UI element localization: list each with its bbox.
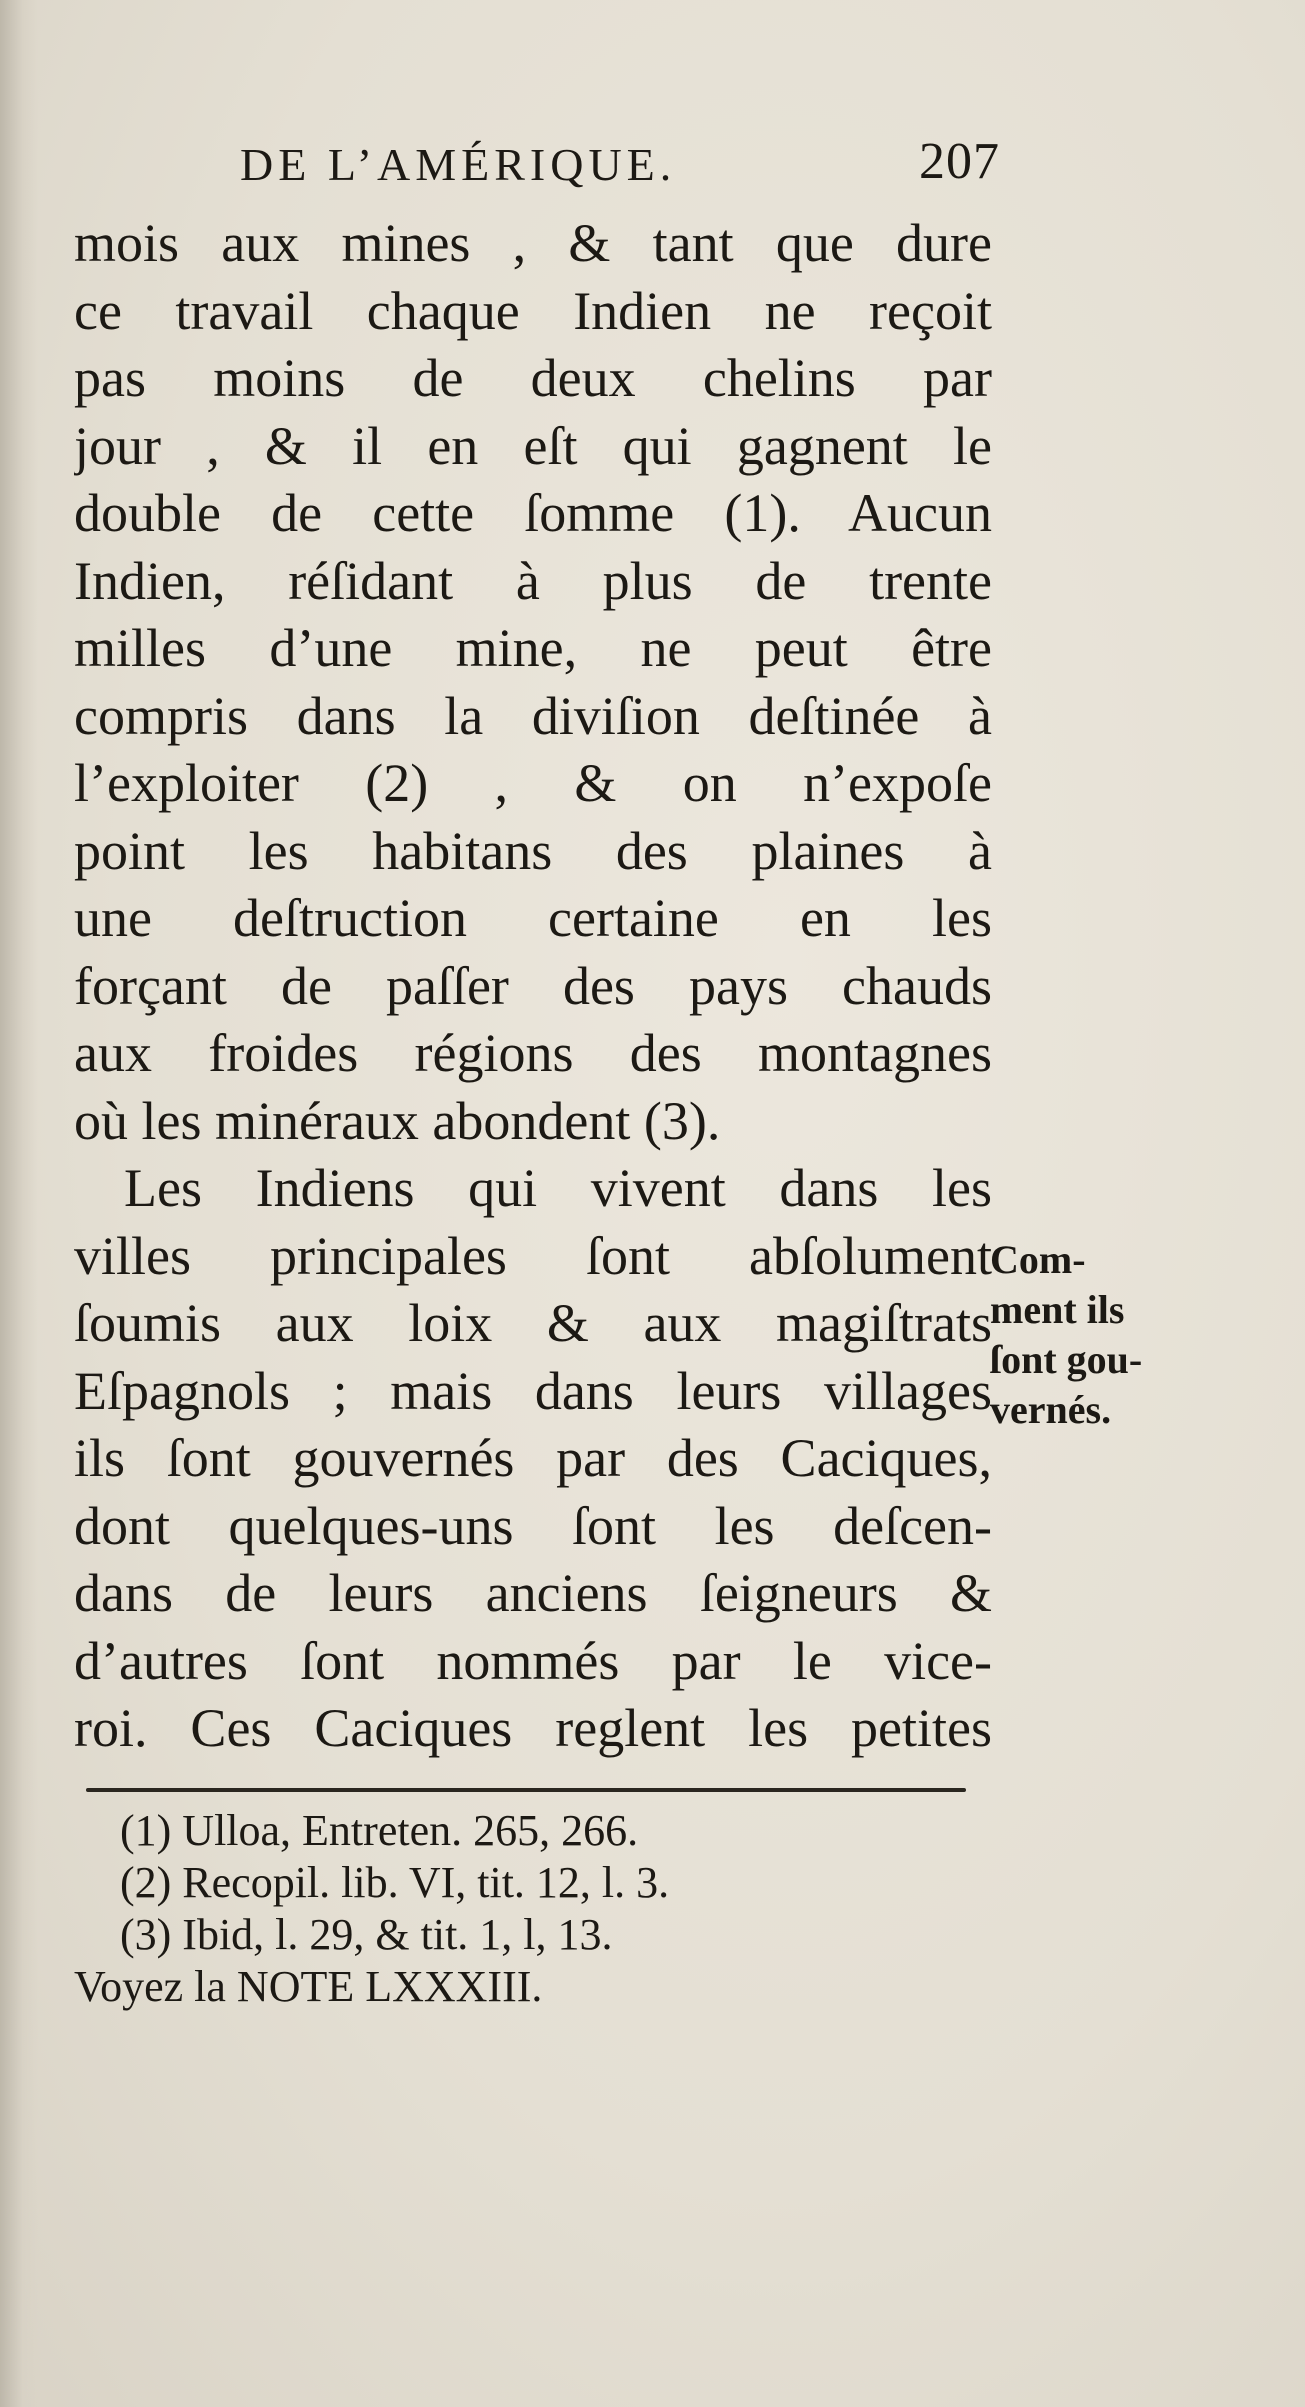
margin-note-line: ment ils	[990, 1287, 1125, 1332]
text-line: dans de leurs anciens ſeigneurs &	[74, 1563, 992, 1623]
text-line: l’exploiter (2) , & on n’expoſe	[74, 753, 992, 813]
running-title: DE L’AMÉRIQUE.	[240, 139, 677, 190]
text-line: Eſpagnols ; mais dans leurs villages	[74, 1360, 992, 1421]
text-line: double de cette ſomme (1). Aucun	[74, 483, 992, 543]
margin-note-line: ſont gou-	[990, 1337, 1143, 1382]
text-line: pas moins de deux chelins par	[74, 348, 992, 408]
text-line: milles d’une mine, ne peut être	[74, 618, 992, 678]
page-header	[240, 133, 1000, 198]
text-line: ce travail chaque Indien ne reçoit	[74, 280, 992, 341]
margin-note-line: Com-	[990, 1237, 1086, 1282]
text-line: aux froides régions des montagnes	[74, 1023, 992, 1083]
text-line: compris dans la diviſion deſtinée à	[74, 685, 992, 746]
text-line: d’autres ſont nommés par le vice-	[74, 1630, 992, 1691]
text-line: ils ſont gouvernés par des Caciques,	[74, 1428, 992, 1488]
body-text	[74, 210, 992, 1763]
text-line: Indien, réſidant à plus de trente	[74, 550, 992, 611]
text-line: où les minéraux abondent (3).	[74, 1090, 721, 1151]
text-line: jour , & il en eſt qui gagnent le	[74, 415, 992, 476]
footnote-line: Voyez la NOTE LXXXIII.	[74, 1962, 543, 2011]
footnotes	[74, 1805, 974, 2013]
text-line: ſoumis aux loix & aux magiſtrats	[74, 1293, 992, 1353]
footnote-rule	[86, 1788, 966, 1792]
margin-note	[990, 1235, 1230, 1435]
text-line: Les Indiens qui vivent dans les	[124, 1158, 992, 1218]
gutter-shadow	[0, 0, 38, 2407]
text-line: point les habitans des plaines à	[74, 820, 992, 881]
text-line: forçant de paſſer des pays chauds	[74, 955, 992, 1016]
text-line: roi. Ces Caciques reglent les petites	[74, 1698, 992, 1758]
footnote-line: (3) Ibid, l. 29, & tit. 1, l, 13.	[120, 1910, 613, 1959]
text-line: mois aux mines , & tant que dure	[74, 213, 992, 273]
text-line: villes principales ſont abſolument	[74, 1225, 992, 1286]
text-line: dont quelques-uns ſont les deſcen-	[74, 1495, 992, 1556]
footnote-line: (2) Recopil. lib. VI, tit. 12, l. 3.	[120, 1858, 670, 1907]
text-line: une deſtruction certaine en les	[74, 888, 992, 948]
page-number: 207	[919, 133, 1000, 190]
margin-note-line: vernés.	[990, 1387, 1112, 1432]
footnote-line: (1) Ulloa, Entreten. 265, 266.	[120, 1806, 639, 1855]
